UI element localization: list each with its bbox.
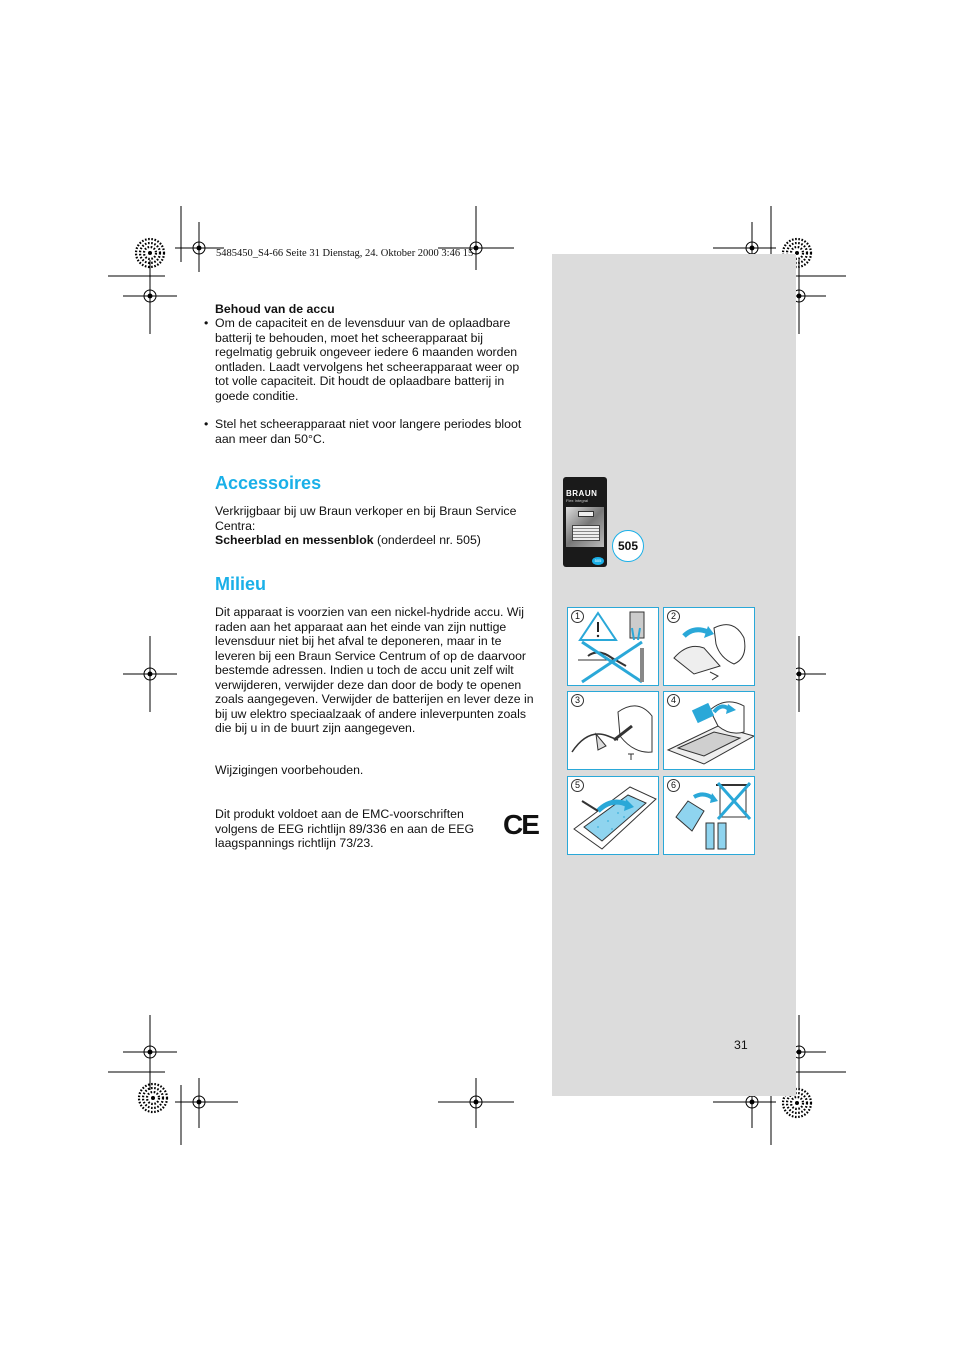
step-number: 6 — [667, 779, 680, 792]
accessories-heading: Accessoires — [215, 473, 322, 493]
step-panel-1 — [567, 607, 659, 686]
battery-bullet-1 — [204, 316, 535, 403]
accessories-text: Verkrijgbaar bij uw Braun verkoper en bij Braun Service Centra: — [215, 504, 517, 533]
milieu-text: Dit apparaat is voorzien van een nickel-hydride accu. Wij raden aan het apparaat aan het einde van zijn nuttige levensduur niet bij het afval te deponeren, maar in te leveren bij een Braun Service Centrum of op de daarvoor bestemde adressen. Indien u toch de accu unit zelf wilt verwijderen, verwijder deze dan door de body te openen zoals aangegeven. Verwijder de batterijen en lever deze in bij uw elektro speciaalzaak of andere inleverpunten zoals die bij u in de buurt zijn aangegeven. — [215, 605, 534, 735]
battery-care-title: Behoud van de accu — [215, 302, 335, 316]
step-number: 4 — [667, 694, 680, 707]
page-number: 31 — [734, 1038, 748, 1052]
step-panel-6 — [663, 776, 755, 855]
print-header: 5485450_S4-66 Seite 31 Dienstag, 24. Oktober 2000 3:46 15 — [216, 248, 474, 259]
package-number: 505 — [592, 557, 604, 565]
battery-bullet-1-text: Om de capaciteit en de levensduur van de oplaadbare batterij te behouden, moet het scheerapparaat bij regelmatig gebruik ongeveer iedere 6 maanden worden ontladen. Laadt vervolgens het scheerapparaat weer op tot volle capaciteit. Dit houdt de oplaadbare batterij in goede conditie. — [215, 316, 520, 403]
changes-note: Wijzigingen voorbehouden. — [215, 763, 364, 777]
bullet-dot: • — [204, 417, 209, 431]
package-brand: BRAUN — [566, 489, 598, 498]
bullet-dot: • — [204, 316, 209, 330]
step-panel-3 — [567, 691, 659, 770]
foil-cutter-image — [566, 507, 604, 547]
step-number: 2 — [667, 610, 680, 623]
emc-text: Dit produkt voldoet aan de EMC-voorschriften volgens de EEG richtlijn 89/336 en aan de EEG laagspannings richtlijn 73/23. — [215, 807, 475, 850]
accessories-part — [215, 533, 535, 548]
step-number: 1 — [571, 610, 584, 623]
package-subtitle: Flex Integral — [566, 498, 589, 503]
battery-bullet-2 — [204, 417, 535, 446]
step-panel-5 — [567, 776, 659, 855]
step-number: 5 — [571, 779, 584, 792]
milieu-heading: Milieu — [215, 574, 267, 594]
part-name: Scheerblad en messenblok — [215, 533, 374, 547]
step-panel-2 — [663, 607, 755, 686]
part-number-badge: 505 — [612, 530, 644, 562]
step-panel-4 — [663, 691, 755, 770]
step-number: 3 — [571, 694, 584, 707]
accessory-package — [563, 477, 607, 567]
battery-bullet-2-text: Stel het scheerapparaat niet voor langere periodes bloot aan meer dan 50°C. — [215, 417, 522, 446]
ce-mark: CE — [503, 809, 538, 840]
part-number: (onderdeel nr. 505) — [373, 533, 481, 547]
